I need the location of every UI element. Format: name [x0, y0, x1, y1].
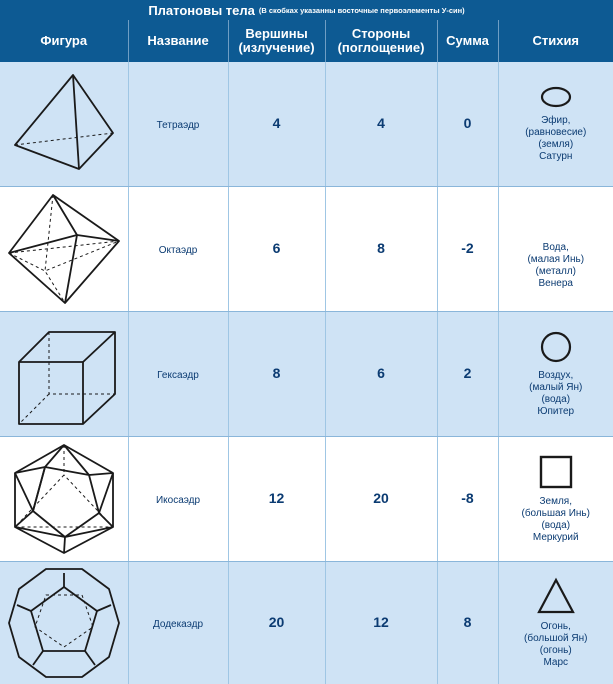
triangle-icon	[536, 577, 576, 615]
element-cell: Воздух, (малый Ян) (вода) Юпитер	[498, 312, 613, 437]
figure-cell	[0, 562, 128, 684]
table-row-hexahedron	[0, 312, 613, 437]
faces-cell: 6	[325, 312, 437, 437]
faces-cell: 20	[325, 437, 437, 562]
table-row-tetrahedron	[0, 62, 613, 187]
name-cell: Гексаэдр	[128, 312, 228, 437]
name-cell: Октаэдр	[128, 187, 228, 312]
icosahedron-figure	[5, 441, 123, 557]
sum-cell: 8	[437, 562, 498, 684]
header-element: Стихия	[498, 20, 613, 62]
page-title: Платоновы тела	[148, 2, 255, 18]
header-vertices: Вершины (излучение)	[228, 20, 325, 62]
sum-cell: -8	[437, 437, 498, 562]
name-cell: Додекаэдр	[128, 562, 228, 684]
sum-cell: 0	[437, 62, 498, 187]
square-icon	[538, 454, 574, 490]
sum-cell: -2	[437, 187, 498, 312]
header-figure: Фигура	[0, 20, 128, 62]
element-cell: Вода, (малая Инь) (металл) Венера	[498, 187, 613, 312]
faces-cell: 4	[325, 62, 437, 187]
circle-icon	[539, 330, 573, 364]
table-row-octahedron	[0, 187, 613, 312]
name-cell: Икосаэдр	[128, 437, 228, 562]
element-cell: Земля, (большая Инь) (вода) Меркурий	[498, 437, 613, 562]
platonic-solids-table	[0, 20, 613, 684]
tetrahedron-figure	[5, 69, 123, 179]
vertices-cell: 4	[228, 62, 325, 187]
name-cell: Тетраэдр	[128, 62, 228, 187]
element-cell: Эфир, (равновесие) (земля) Сатурн	[498, 62, 613, 187]
element-cell: Огонь, (большой Ян) (огонь) Марс	[498, 562, 613, 684]
vertices-cell: 8	[228, 312, 325, 437]
vertices-cell: 12	[228, 437, 325, 562]
figure-cell	[0, 437, 128, 562]
page-subtitle: (В скобках указанны восточные первоэлементы У-син)	[258, 5, 465, 15]
figure-cell	[0, 187, 128, 312]
table-row-icosahedron	[0, 437, 613, 562]
header-sum: Сумма	[437, 20, 498, 62]
vertices-cell: 20	[228, 562, 325, 684]
dodecahedron-figure	[5, 565, 123, 681]
table-row-dodecahedron	[0, 562, 613, 684]
oval-icon	[539, 85, 573, 109]
crescent-icon	[536, 208, 576, 236]
sum-cell: 2	[437, 312, 498, 437]
figure-cell	[0, 62, 128, 187]
title-bar	[0, 0, 613, 20]
header-row	[0, 20, 613, 62]
faces-cell: 8	[325, 187, 437, 312]
octahedron-figure	[5, 191, 123, 307]
faces-cell: 12	[325, 562, 437, 684]
header-name: Название	[128, 20, 228, 62]
figure-cell	[0, 312, 128, 437]
cube-figure	[5, 318, 123, 430]
vertices-cell: 6	[228, 187, 325, 312]
header-faces: Стороны (поглощение)	[325, 20, 437, 62]
